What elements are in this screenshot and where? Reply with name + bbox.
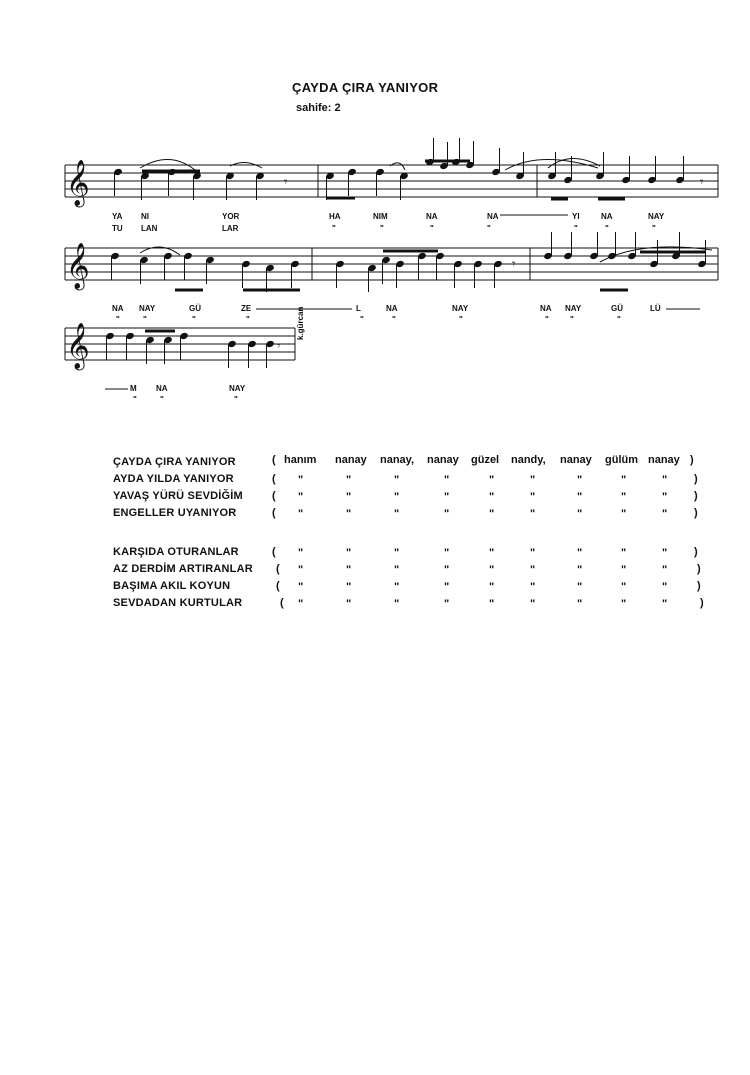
rest-icon: 𝄾 [700, 175, 704, 190]
ditto-mark: " [577, 581, 583, 593]
page-number: sahife: 2 [296, 102, 341, 114]
ditto-mark: " [530, 508, 536, 520]
ditto-mark: " [298, 547, 304, 559]
ditto-mark: " [662, 598, 668, 610]
ditto-mark: " [116, 315, 120, 324]
ditto-mark: " [545, 315, 549, 324]
close-paren: ) [694, 473, 698, 485]
ditto-mark: " [577, 491, 583, 503]
treble-clef-icon: 𝄞 [66, 243, 90, 289]
ditto-mark: " [444, 581, 450, 593]
ditto-mark: " [346, 491, 352, 503]
lyric-syllable: NA [540, 304, 552, 313]
ditto-mark: " [360, 315, 364, 324]
ditto-mark: " [530, 598, 536, 610]
ditto-mark: " [662, 491, 668, 503]
arranger-credit: k.gürcan [296, 306, 305, 340]
refrain-word: nanay [560, 454, 592, 466]
music-score [0, 0, 750, 420]
lyric-syllable: NAY [648, 212, 665, 221]
ditto-mark: " [662, 547, 668, 559]
verse-line: ÇAYDA ÇIRA YANIYOR [113, 456, 236, 468]
open-paren: ( [272, 454, 276, 466]
lyric-syllable: NAY [139, 304, 156, 313]
lyric-syllable: L [356, 304, 361, 313]
lyric-syllable: YI [572, 212, 580, 221]
ditto-mark: " [444, 547, 450, 559]
lyric-syllable: NA [487, 212, 499, 221]
ditto-mark: " [459, 315, 463, 324]
ditto-mark: " [394, 547, 400, 559]
refrain-word: nanay, [380, 454, 415, 466]
ditto-mark: " [621, 474, 627, 486]
lyric-syllable: LAR [222, 224, 239, 233]
ditto-mark: " [605, 224, 609, 233]
ditto-mark: " [346, 564, 352, 576]
ditto-mark: " [160, 395, 164, 404]
refrain-word: nanay [335, 454, 367, 466]
ditto-mark: " [621, 491, 627, 503]
lyric-syllable: NAY [229, 384, 246, 393]
close-paren: ) [700, 597, 704, 609]
ditto-mark: " [662, 474, 668, 486]
ditto-mark: " [192, 315, 196, 324]
ditto-mark: " [346, 581, 352, 593]
notes-staff-2 [110, 232, 707, 292]
open-paren: ( [280, 597, 284, 609]
lyric-syllable: LAN [141, 224, 158, 233]
ditto-mark: " [298, 508, 304, 520]
lyric-syllable: GÜ [611, 304, 623, 313]
ditto-mark: " [652, 224, 656, 233]
ditto-mark: " [430, 224, 434, 233]
lyric-syllable: NIM [373, 212, 388, 221]
lyric-syllable: NA [386, 304, 398, 313]
ditto-mark: " [489, 581, 495, 593]
lyric-syllable: YOR [222, 212, 240, 221]
ditto-mark: " [332, 224, 336, 233]
ditto-mark: " [574, 224, 578, 233]
ditto-mark: " [530, 474, 536, 486]
close-paren: ) [690, 454, 694, 466]
ditto-mark: " [444, 598, 450, 610]
refrain-word: nanay [427, 454, 459, 466]
ditto-mark: " [298, 581, 304, 593]
ditto-mark: " [298, 598, 304, 610]
close-paren: ) [694, 507, 698, 519]
ditto-mark: " [298, 491, 304, 503]
ditto-mark: " [234, 395, 238, 404]
ditto-mark: " [530, 547, 536, 559]
ditto-mark: " [577, 564, 583, 576]
ditto-mark: " [621, 581, 627, 593]
lyric-syllable: NA [156, 384, 168, 393]
ditto-mark: " [394, 508, 400, 520]
close-paren: ) [694, 490, 698, 502]
ditto-mark: " [617, 315, 621, 324]
rest-icon: 𝄾 [512, 257, 516, 272]
close-paren: ) [697, 563, 701, 575]
verse-line: BAŞIMA AKIL KOYUN [113, 580, 231, 592]
rest-icon: 𝄾 [277, 339, 281, 354]
ditto-mark: " [298, 564, 304, 576]
open-paren: ( [272, 473, 276, 485]
ditto-mark: " [489, 547, 495, 559]
lyric-syllable: NA [112, 304, 124, 313]
ditto-mark: " [444, 564, 450, 576]
ditto-mark: " [394, 598, 400, 610]
notes-staff-3 [105, 332, 275, 368]
ditto-mark: " [621, 508, 627, 520]
ditto-mark: " [346, 474, 352, 486]
refrain-word: nanay [648, 454, 680, 466]
treble-clef-icon: 𝄞 [66, 323, 90, 369]
ditto-mark: " [489, 491, 495, 503]
ditto-mark: " [298, 474, 304, 486]
ditto-mark: " [246, 315, 250, 324]
ditto-mark: " [444, 508, 450, 520]
ditto-mark: " [621, 564, 627, 576]
refrain-word: gülüm [605, 454, 638, 466]
refrain-word: hanım [284, 454, 317, 466]
ditto-mark: " [530, 581, 536, 593]
ditto-mark: " [530, 491, 536, 503]
ditto-mark: " [346, 547, 352, 559]
verse-line: YAVAŞ YÜRÜ SEVDİĞİM [113, 490, 243, 502]
lyric-syllable: YA [112, 212, 123, 221]
ditto-mark: " [621, 598, 627, 610]
lyric-syllable: GÜ [189, 304, 201, 313]
ditto-mark: " [662, 508, 668, 520]
slur [390, 163, 405, 170]
ditto-mark: " [394, 581, 400, 593]
song-title: ÇAYDA ÇIRA YANIYOR [292, 80, 439, 95]
verse-line: ENGELLER UYANIYOR [113, 507, 237, 519]
close-paren: ) [697, 580, 701, 592]
ditto-mark: " [444, 491, 450, 503]
ditto-mark: " [444, 474, 450, 486]
ditto-mark: " [489, 474, 495, 486]
verse-line: SEVDADAN KURTULAR [113, 597, 243, 609]
ditto-mark: " [346, 508, 352, 520]
lyric-syllable: M [130, 384, 137, 393]
ditto-mark: " [577, 547, 583, 559]
lyric-syllable: NA [426, 212, 438, 221]
open-paren: ( [272, 490, 276, 502]
ditto-mark: " [577, 598, 583, 610]
refrain-word: güzel [471, 454, 500, 466]
ditto-mark: " [487, 224, 491, 233]
lyric-syllable: NAY [452, 304, 469, 313]
rest-icon: 𝄾 [284, 175, 288, 190]
slur [600, 247, 712, 262]
lyric-syllable: HA [329, 212, 341, 221]
open-paren: ( [272, 507, 276, 519]
ditto-mark: " [662, 581, 668, 593]
open-paren: ( [272, 546, 276, 558]
ditto-mark: " [143, 315, 147, 324]
lyric-syllable: NI [141, 212, 149, 221]
lyric-syllable: TU [112, 224, 123, 233]
ditto-mark: " [489, 564, 495, 576]
ditto-mark: " [394, 474, 400, 486]
treble-clef-icon: 𝄞 [66, 160, 90, 206]
ditto-mark: " [621, 547, 627, 559]
ditto-mark: " [577, 474, 583, 486]
open-paren: ( [276, 580, 280, 592]
ditto-mark: " [392, 315, 396, 324]
lyric-syllable: NAY [565, 304, 582, 313]
lyric-syllable: ZE [241, 304, 252, 313]
ditto-mark: " [380, 224, 384, 233]
verse-line: AZ DERDİM ARTIRANLAR [113, 563, 253, 575]
ditto-mark: " [530, 564, 536, 576]
ditto-mark: " [394, 564, 400, 576]
verse-line: AYDA YILDA YANIYOR [113, 473, 234, 485]
ditto-mark: " [489, 598, 495, 610]
lyric-syllable: NA [601, 212, 613, 221]
ditto-mark: " [489, 508, 495, 520]
staff-2 [65, 248, 718, 280]
verse-line: KARŞIDA OTURANLAR [113, 546, 239, 558]
ditto-mark: " [394, 491, 400, 503]
open-paren: ( [276, 563, 280, 575]
notes-staff-1 [113, 138, 685, 200]
ditto-mark: " [662, 564, 668, 576]
lyric-syllable: LÜ [650, 304, 661, 313]
ditto-mark: " [346, 598, 352, 610]
ditto-mark: " [577, 508, 583, 520]
ditto-mark: " [570, 315, 574, 324]
ditto-mark: " [133, 395, 137, 404]
refrain-word: nandy, [511, 454, 546, 466]
close-paren: ) [694, 546, 698, 558]
